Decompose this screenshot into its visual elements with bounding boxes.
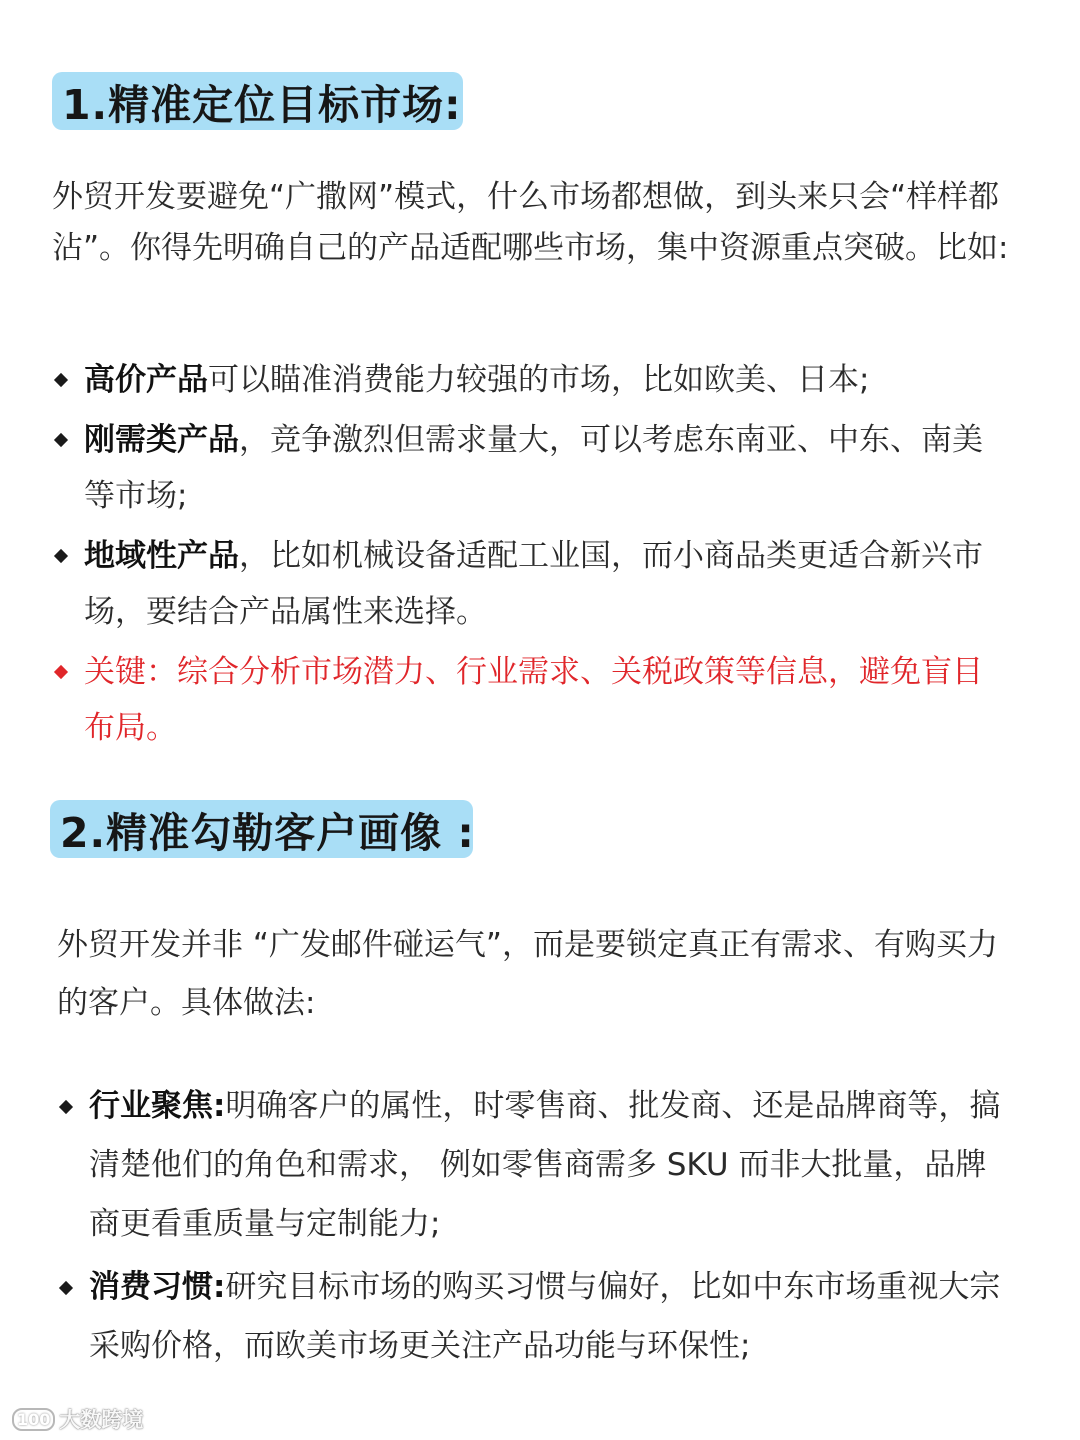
- diamond-bullet-icon: [59, 1281, 73, 1295]
- section-1-bullet-list: [52, 352, 1007, 760]
- bullet-item: [57, 1077, 1017, 1254]
- section-1-heading: 1.精准定位目标市场:: [52, 72, 463, 130]
- bullet-item: [52, 528, 1007, 640]
- bullet-text: 研究目标市场的购买习惯与偏好，比如中东市场重视大宗采购价格，而欧美市场更关注产品功能与环保性;: [89, 1269, 1001, 1364]
- diamond-bullet-icon: [59, 1100, 73, 1114]
- bullet-text: 明确客户的属性，时零售商、批发商、还是品牌商等，搞清楚他们的角色和需求， 例如零售商需多 SKU 而非大批量，品牌商更看重质量与定制能力;: [89, 1088, 1001, 1242]
- diamond-bullet-icon: [54, 373, 68, 387]
- diamond-bullet-icon: [54, 665, 68, 679]
- watermark: [12, 1404, 143, 1434]
- bullet-text: ，比如机械设备适配工业国，而小商品类更适合新兴市场，要结合产品属性来选择。: [84, 538, 983, 630]
- watermark-logo-icon: 100: [12, 1408, 55, 1431]
- watermark-text: 大数跨境: [59, 1408, 144, 1432]
- bullet-term: 高价产品: [84, 362, 208, 398]
- bullet-text: 可以瞄准消费能力较强的市场，比如欧美、日本;: [208, 362, 870, 398]
- section-2-bullet-list: [57, 1077, 1017, 1380]
- section-2-heading: 2.精准勾勒客户画像 :: [50, 800, 473, 858]
- diamond-bullet-icon: [54, 433, 68, 447]
- bullet-text: ，竞争激烈但需求量大，可以考虑东南亚、中东、南美等市场;: [84, 422, 983, 514]
- key-point-text: 关键：综合分析市场潜力、行业需求、关税政策等信息，避免盲目布局。: [84, 654, 983, 746]
- section-2-intro: 外贸开发并非 “广发邮件碰运气”，而是要锁定真正有需求、有购买力的客户。具体做法:: [57, 927, 998, 1021]
- bullet-item: [52, 412, 1007, 524]
- key-point-item: [52, 644, 1007, 756]
- diamond-bullet-icon: [54, 549, 68, 563]
- bullet-item: [57, 1258, 1017, 1376]
- bullet-term: 地域性产品: [84, 538, 239, 574]
- bullet-term: 刚需类产品: [84, 422, 239, 458]
- bullet-term: 消费习惯:: [89, 1269, 226, 1305]
- bullet-term: 行业聚焦:: [89, 1088, 226, 1124]
- bullet-item: [52, 352, 1007, 408]
- section-1-intro: 外贸开发要避免“广撒网”模式，什么市场都想做，到头来只会“样样都沾”。你得先明确自己的产品适配哪些市场，集中资源重点突破。比如:: [52, 179, 1009, 266]
